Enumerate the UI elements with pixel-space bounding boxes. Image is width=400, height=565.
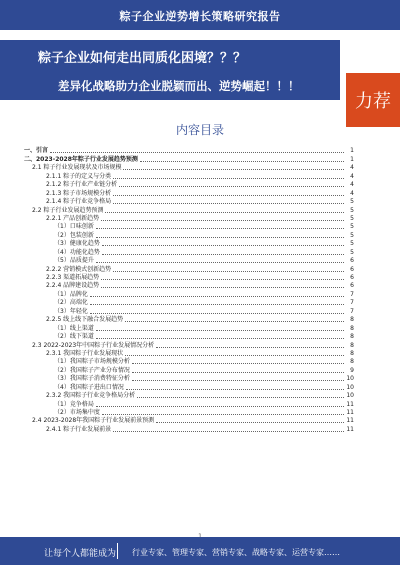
toc-leader-dots <box>132 363 344 364</box>
toc-leader-dots <box>50 152 344 153</box>
toc-entry[interactable] <box>24 265 354 273</box>
toc-entry[interactable] <box>24 189 354 197</box>
toc-leader-dots <box>113 203 344 204</box>
toc-entry[interactable] <box>24 366 354 374</box>
toc-entry[interactable] <box>24 257 354 265</box>
toc-entry-title: 2.1.1 粽子的定义与分类 <box>46 172 112 180</box>
footer-slogan: 让每个人都能成为 <box>44 549 117 559</box>
toc-entry-title: 2.1.2 粽子行业产业链分析 <box>46 181 118 189</box>
toc-heading: 内容目录 <box>175 123 224 137</box>
toc-entry[interactable] <box>24 231 354 239</box>
toc-entry[interactable] <box>24 358 354 366</box>
report-title: 粽子企业逆势增长策略研究报告 <box>119 10 281 23</box>
toc-entry-title: （4）我国粽子进出口情况 <box>54 383 124 391</box>
banner-headline: 粽子企业如何走出同质化困境？？？ <box>38 51 247 66</box>
toc-leader-dots <box>90 304 344 305</box>
toc-entry[interactable] <box>24 299 354 307</box>
toc-leader-dots <box>96 237 344 238</box>
banner <box>0 30 400 112</box>
toc-entry-page: 5 <box>350 248 354 256</box>
toc-entry-page: 10 <box>346 392 354 400</box>
toc-entry-page: 6 <box>350 282 354 290</box>
toc-leader-dots <box>123 169 344 170</box>
toc-entry-title: 2.2 粽子行业发展趋势预测 <box>32 206 104 214</box>
toc-leader-dots <box>126 389 344 390</box>
toc-entry-title: （1）线上渠道 <box>54 324 94 332</box>
toc-entry-page: 4 <box>350 181 354 189</box>
toc-entry-page: 8 <box>350 349 354 357</box>
toc-entry-title: 2.4.1 粽子行业发展前景 <box>46 425 112 433</box>
toc-entry-page: 5 <box>350 240 354 248</box>
toc-leader-dots <box>137 397 344 398</box>
toc-leader-dots <box>132 380 344 381</box>
toc-leader-dots <box>125 321 344 322</box>
toc-leader-dots <box>113 431 344 432</box>
toc-entry-title: 2.2.5 线上线下融合发展趋势 <box>46 316 124 324</box>
toc-leader-dots <box>102 245 344 246</box>
toc-entry-page: 8 <box>350 333 354 341</box>
toc-entry[interactable] <box>24 274 354 282</box>
toc-entry-title: 2.2.3 渠道拓展趋势 <box>46 274 100 281</box>
toc-entry[interactable] <box>24 282 354 290</box>
toc-leader-dots <box>113 271 344 272</box>
toc-leader-dots <box>96 262 344 263</box>
toc-leader-dots <box>132 372 344 373</box>
toc-entry-page: 11 <box>346 400 354 408</box>
toc-entry[interactable] <box>24 307 354 315</box>
toc-entry-title: 2.2.2 营销模式创新趋势 <box>46 265 112 273</box>
toc-entry-title: （3）年轻化 <box>54 307 88 315</box>
toc-entry-page: 5 <box>350 206 354 214</box>
toc-entry-page: 5 <box>350 214 354 222</box>
toc-entry-page: 4 <box>350 189 354 197</box>
toc-leader-dots <box>101 287 344 288</box>
toc-entry[interactable] <box>24 290 354 298</box>
toc-entry-page: 8 <box>350 324 354 332</box>
toc-leader-dots <box>105 212 344 213</box>
toc-leader-dots <box>96 406 344 407</box>
toc-entry-page: 7 <box>350 299 354 307</box>
toc-entry[interactable] <box>24 341 354 349</box>
toc-entry[interactable] <box>24 324 354 332</box>
toc-entry[interactable] <box>24 215 354 223</box>
toc-leader-dots <box>102 414 344 415</box>
toc-entry[interactable] <box>24 375 354 383</box>
toc-entry-title: （2）市场集中度 <box>54 409 100 416</box>
toc-entry-title: 一、引言 <box>24 147 49 155</box>
toc-entry-page: 10 <box>346 375 354 383</box>
toc-leader-dots <box>90 296 344 297</box>
toc-entry[interactable] <box>24 409 354 417</box>
toc-entry-page: 5 <box>350 223 354 231</box>
recommend-badge-text: 力荐 <box>355 91 391 112</box>
toc-entry[interactable] <box>24 155 354 163</box>
toc-entry[interactable] <box>24 350 354 358</box>
toc-entry-page: 7 <box>350 307 354 315</box>
toc-entry-title: 2.3.2 我国粽子行业竞争格局分析 <box>46 392 136 400</box>
toc-entry[interactable] <box>24 181 354 189</box>
toc-entry-title: 2.2.1 产品创新趋势 <box>46 214 100 222</box>
toc-entry-title: 2.1.4 粽子行业竞争格局 <box>46 198 112 206</box>
toc-leader-dots <box>140 161 344 162</box>
table-of-contents <box>24 147 354 434</box>
toc-entry[interactable] <box>24 147 354 155</box>
toc-entry[interactable] <box>24 316 354 324</box>
toc-entry[interactable] <box>24 172 354 180</box>
toc-leader-dots <box>96 228 344 229</box>
toc-entry-page: 11 <box>346 409 354 416</box>
toc-entry-page: 5 <box>350 231 354 239</box>
toc-entry-page: 9 <box>350 366 354 374</box>
toc-entry-page: 6 <box>350 265 354 273</box>
toc-entry-title: 二、2023-2028年粽子行业发展趋势预测 <box>24 155 138 163</box>
toc-entry-page: 11 <box>346 417 354 425</box>
toc-entry[interactable] <box>24 164 354 172</box>
toc-entry-page: 8 <box>350 316 354 324</box>
toc-entry-title: （1）竞争格局 <box>54 400 94 408</box>
top-bar <box>0 0 400 30</box>
toc-entry[interactable] <box>24 392 354 400</box>
toc-entry-title: （2）线下渠道 <box>54 333 94 341</box>
toc-entry-page: 8 <box>350 341 354 349</box>
toc-entry[interactable] <box>24 425 354 433</box>
toc-entry-page: 10 <box>346 383 354 391</box>
toc-entry-page: 1 <box>350 147 354 155</box>
toc-leader-dots <box>101 279 344 280</box>
toc-leader-dots <box>90 313 344 314</box>
toc-entry-page: 7 <box>350 290 354 298</box>
footer-expert-list: 行业专家、管理专家、营销专家、战略专家、运营专家…… <box>132 548 340 557</box>
toc-entry-title: （4）功能化趋势 <box>54 248 100 256</box>
toc-entry-page: 11 <box>346 425 354 433</box>
toc-leader-dots <box>125 355 344 356</box>
toc-entry-page: 4 <box>350 172 354 180</box>
toc-entry-title: 2.1.3 粽子市场规模分析 <box>46 189 112 197</box>
toc-entry[interactable] <box>24 198 354 206</box>
toc-entry-title: （2）我国粽子产业分布情况 <box>54 366 130 374</box>
footer-divider <box>117 543 118 559</box>
toc-leader-dots <box>156 422 344 423</box>
toc-entry[interactable] <box>24 400 354 408</box>
toc-leader-dots <box>156 347 344 348</box>
toc-entry-title: （2）包装创新 <box>54 231 94 239</box>
toc-entry-page: 4 <box>350 164 354 172</box>
footer-bar <box>0 537 400 565</box>
banner-subheadline: 差异化战略助力企业脱颖而出、逆势崛起！！！ <box>58 79 300 93</box>
toc-entry[interactable] <box>24 383 354 391</box>
toc-entry-title: 2.3.1 我国粽子行业发展现状 <box>46 349 124 357</box>
toc-leader-dots <box>113 195 344 196</box>
toc-leader-dots <box>102 254 344 255</box>
recommend-badge <box>346 73 400 127</box>
toc-entry-page: 6 <box>350 274 354 281</box>
toc-leader-dots <box>101 220 344 221</box>
toc-entry[interactable] <box>24 333 354 341</box>
toc-entry[interactable] <box>24 206 354 214</box>
toc-entry-page: 1 <box>350 155 354 163</box>
toc-entry-title: 2.2.4 品牌建设趋势 <box>46 282 100 290</box>
toc-leader-dots <box>96 338 344 339</box>
toc-leader-dots <box>113 178 344 179</box>
toc-entry-page: 8 <box>350 358 354 366</box>
toc-entry-title: 2.3 2022-2023年中国粽子行业发展情况分析 <box>32 341 155 349</box>
toc-entry-title: （1）我国粽子市场规模分析 <box>54 358 130 366</box>
toc-entry-title: （1）口味创新 <box>54 223 94 231</box>
toc-entry[interactable] <box>24 223 354 231</box>
toc-entry-title: 2.1 粽子行业发展现状及市场规模 <box>32 164 122 172</box>
toc-entry-title: 2.4 2023-2028年我国粽子行业发展前景预测 <box>32 417 155 425</box>
toc-leader-dots <box>119 186 344 187</box>
toc-entry-title: （3）我国粽子消费特征分析 <box>54 375 130 383</box>
toc-entry[interactable] <box>24 248 354 256</box>
toc-leader-dots <box>96 330 344 331</box>
toc-entry[interactable] <box>24 417 354 425</box>
toc-entry-title: （1）品牌化 <box>54 290 88 298</box>
toc-entry[interactable] <box>24 240 354 248</box>
toc-entry-title: （3）健康化趋势 <box>54 240 100 248</box>
toc-entry-title: （2）高端化 <box>54 299 88 307</box>
toc-entry-page: 5 <box>350 198 354 206</box>
toc-entry-page: 6 <box>350 257 354 265</box>
toc-entry-title: （5）品质提升 <box>54 257 94 265</box>
